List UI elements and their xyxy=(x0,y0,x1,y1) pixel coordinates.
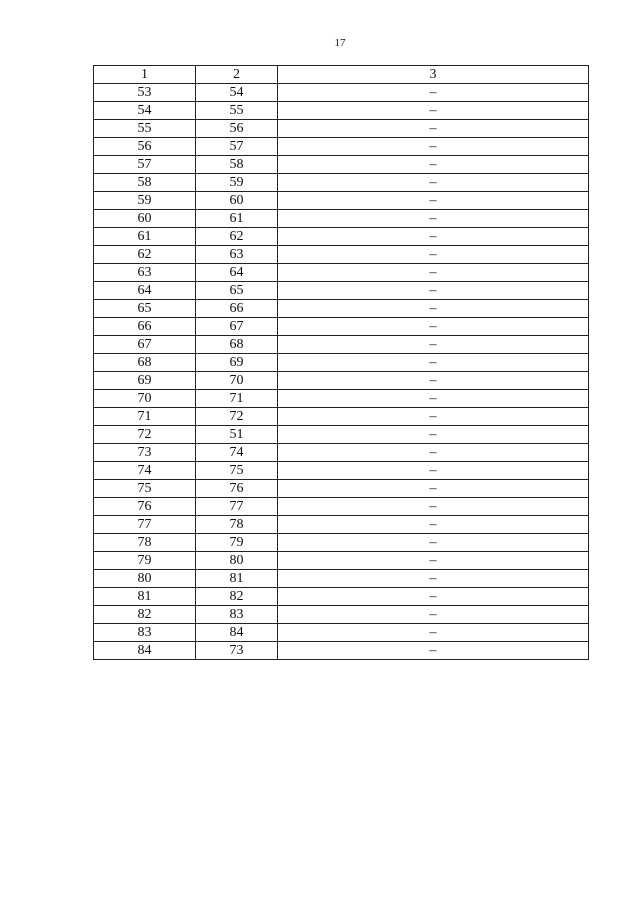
table-row xyxy=(94,336,589,354)
table-row xyxy=(94,498,589,516)
table-cell-col-2: 63 xyxy=(196,246,278,264)
table-cell-col-2: 60 xyxy=(196,192,278,210)
table-cell-col-2: 66 xyxy=(196,300,278,318)
table-row xyxy=(94,192,589,210)
table-row xyxy=(94,246,589,264)
table-cell-col-3: – xyxy=(278,606,589,624)
table-cell-col-1: 56 xyxy=(94,138,196,156)
table-cell-col-1: 76 xyxy=(94,498,196,516)
table-row xyxy=(94,228,589,246)
table-cell-col-3: – xyxy=(278,102,589,120)
table-row xyxy=(94,516,589,534)
table-body xyxy=(94,84,589,660)
table-cell-col-3: – xyxy=(278,642,589,660)
table-cell-col-3: – xyxy=(278,516,589,534)
table-cell-col-1: 81 xyxy=(94,588,196,606)
table-cell-col-2: 82 xyxy=(196,588,278,606)
table-cell-col-2: 61 xyxy=(196,210,278,228)
table-cell-col-3: – xyxy=(278,282,589,300)
table-cell-col-3: – xyxy=(278,300,589,318)
column-header-2: 2 xyxy=(196,66,278,84)
table-cell-col-1: 72 xyxy=(94,426,196,444)
table-cell-col-1: 82 xyxy=(94,606,196,624)
table-cell-col-3: – xyxy=(278,534,589,552)
table-cell-col-2: 76 xyxy=(196,480,278,498)
table-row xyxy=(94,588,589,606)
data-table-container xyxy=(93,65,589,660)
table-row xyxy=(94,174,589,192)
table-row xyxy=(94,480,589,498)
table-cell-col-3: – xyxy=(278,588,589,606)
table-row xyxy=(94,624,589,642)
table-cell-col-3: – xyxy=(278,408,589,426)
table-cell-col-1: 71 xyxy=(94,408,196,426)
table-row xyxy=(94,354,589,372)
table-cell-col-3: – xyxy=(278,336,589,354)
table-cell-col-2: 64 xyxy=(196,264,278,282)
table-row xyxy=(94,84,589,102)
table-cell-col-3: – xyxy=(278,84,589,102)
table-cell-col-2: 75 xyxy=(196,462,278,480)
table-cell-col-1: 84 xyxy=(94,642,196,660)
table-cell-col-2: 71 xyxy=(196,390,278,408)
table-cell-col-2: 74 xyxy=(196,444,278,462)
table-cell-col-1: 67 xyxy=(94,336,196,354)
table-cell-col-1: 83 xyxy=(94,624,196,642)
table-cell-col-1: 74 xyxy=(94,462,196,480)
table-cell-col-2: 70 xyxy=(196,372,278,390)
table-cell-col-1: 62 xyxy=(94,246,196,264)
table-cell-col-2: 79 xyxy=(196,534,278,552)
table-cell-col-1: 77 xyxy=(94,516,196,534)
table-cell-col-1: 69 xyxy=(94,372,196,390)
table-row xyxy=(94,282,589,300)
table-row xyxy=(94,462,589,480)
table-row xyxy=(94,426,589,444)
table-cell-col-2: 56 xyxy=(196,120,278,138)
table-row xyxy=(94,120,589,138)
table-cell-col-1: 60 xyxy=(94,210,196,228)
table-cell-col-3: – xyxy=(278,390,589,408)
table-cell-col-2: 77 xyxy=(196,498,278,516)
column-header-3: 3 xyxy=(278,66,589,84)
table-row xyxy=(94,606,589,624)
table-cell-col-1: 58 xyxy=(94,174,196,192)
table-cell-col-2: 55 xyxy=(196,102,278,120)
table-cell-col-2: 62 xyxy=(196,228,278,246)
table-cell-col-3: – xyxy=(278,156,589,174)
table-cell-col-1: 66 xyxy=(94,318,196,336)
table-cell-col-1: 79 xyxy=(94,552,196,570)
table-row xyxy=(94,372,589,390)
table-cell-col-3: – xyxy=(278,552,589,570)
table-row xyxy=(94,444,589,462)
table-row xyxy=(94,264,589,282)
table-cell-col-2: 72 xyxy=(196,408,278,426)
table-cell-col-1: 73 xyxy=(94,444,196,462)
table-row xyxy=(94,138,589,156)
table-row xyxy=(94,300,589,318)
table-cell-col-1: 63 xyxy=(94,264,196,282)
table-header-row xyxy=(94,66,589,84)
table-row xyxy=(94,642,589,660)
table-row xyxy=(94,534,589,552)
table-cell-col-3: – xyxy=(278,174,589,192)
table-cell-col-1: 64 xyxy=(94,282,196,300)
column-header-1: 1 xyxy=(94,66,196,84)
table-cell-col-2: 83 xyxy=(196,606,278,624)
table-cell-col-3: – xyxy=(278,120,589,138)
table-row xyxy=(94,552,589,570)
table-cell-col-2: 54 xyxy=(196,84,278,102)
table-cell-col-2: 73 xyxy=(196,642,278,660)
table-cell-col-3: – xyxy=(278,426,589,444)
table-cell-col-1: 55 xyxy=(94,120,196,138)
table-cell-col-3: – xyxy=(278,444,589,462)
table-cell-col-3: – xyxy=(278,624,589,642)
table-row xyxy=(94,102,589,120)
table-cell-col-1: 57 xyxy=(94,156,196,174)
table-cell-col-2: 67 xyxy=(196,318,278,336)
table-cell-col-2: 51 xyxy=(196,426,278,444)
table-cell-col-2: 68 xyxy=(196,336,278,354)
table-cell-col-1: 61 xyxy=(94,228,196,246)
table-cell-col-1: 54 xyxy=(94,102,196,120)
table-row xyxy=(94,390,589,408)
table-cell-col-2: 84 xyxy=(196,624,278,642)
table-cell-col-3: – xyxy=(278,318,589,336)
table-cell-col-3: – xyxy=(278,372,589,390)
table-cell-col-3: – xyxy=(278,138,589,156)
table-cell-col-3: – xyxy=(278,480,589,498)
table-cell-col-2: 59 xyxy=(196,174,278,192)
table-row xyxy=(94,570,589,588)
table-cell-col-3: – xyxy=(278,462,589,480)
table-cell-col-3: – xyxy=(278,264,589,282)
table-cell-col-3: – xyxy=(278,498,589,516)
table-cell-col-2: 58 xyxy=(196,156,278,174)
table-cell-col-2: 69 xyxy=(196,354,278,372)
table-cell-col-2: 81 xyxy=(196,570,278,588)
table-cell-col-2: 78 xyxy=(196,516,278,534)
table-cell-col-3: – xyxy=(278,570,589,588)
table-cell-col-3: – xyxy=(278,228,589,246)
table-cell-col-1: 70 xyxy=(94,390,196,408)
table-cell-col-1: 53 xyxy=(94,84,196,102)
table-cell-col-1: 65 xyxy=(94,300,196,318)
table-cell-col-1: 80 xyxy=(94,570,196,588)
data-table xyxy=(93,65,589,660)
table-cell-col-3: – xyxy=(278,210,589,228)
table-cell-col-2: 65 xyxy=(196,282,278,300)
table-cell-col-2: 80 xyxy=(196,552,278,570)
table-cell-col-1: 59 xyxy=(94,192,196,210)
table-cell-col-1: 68 xyxy=(94,354,196,372)
page-number: 17 xyxy=(334,37,346,49)
table-cell-col-2: 57 xyxy=(196,138,278,156)
table-cell-col-3: – xyxy=(278,246,589,264)
table-cell-col-3: – xyxy=(278,354,589,372)
table-row xyxy=(94,408,589,426)
table-cell-col-3: – xyxy=(278,192,589,210)
table-row xyxy=(94,156,589,174)
table-cell-col-1: 78 xyxy=(94,534,196,552)
table-row xyxy=(94,210,589,228)
table-row xyxy=(94,318,589,336)
table-cell-col-1: 75 xyxy=(94,480,196,498)
